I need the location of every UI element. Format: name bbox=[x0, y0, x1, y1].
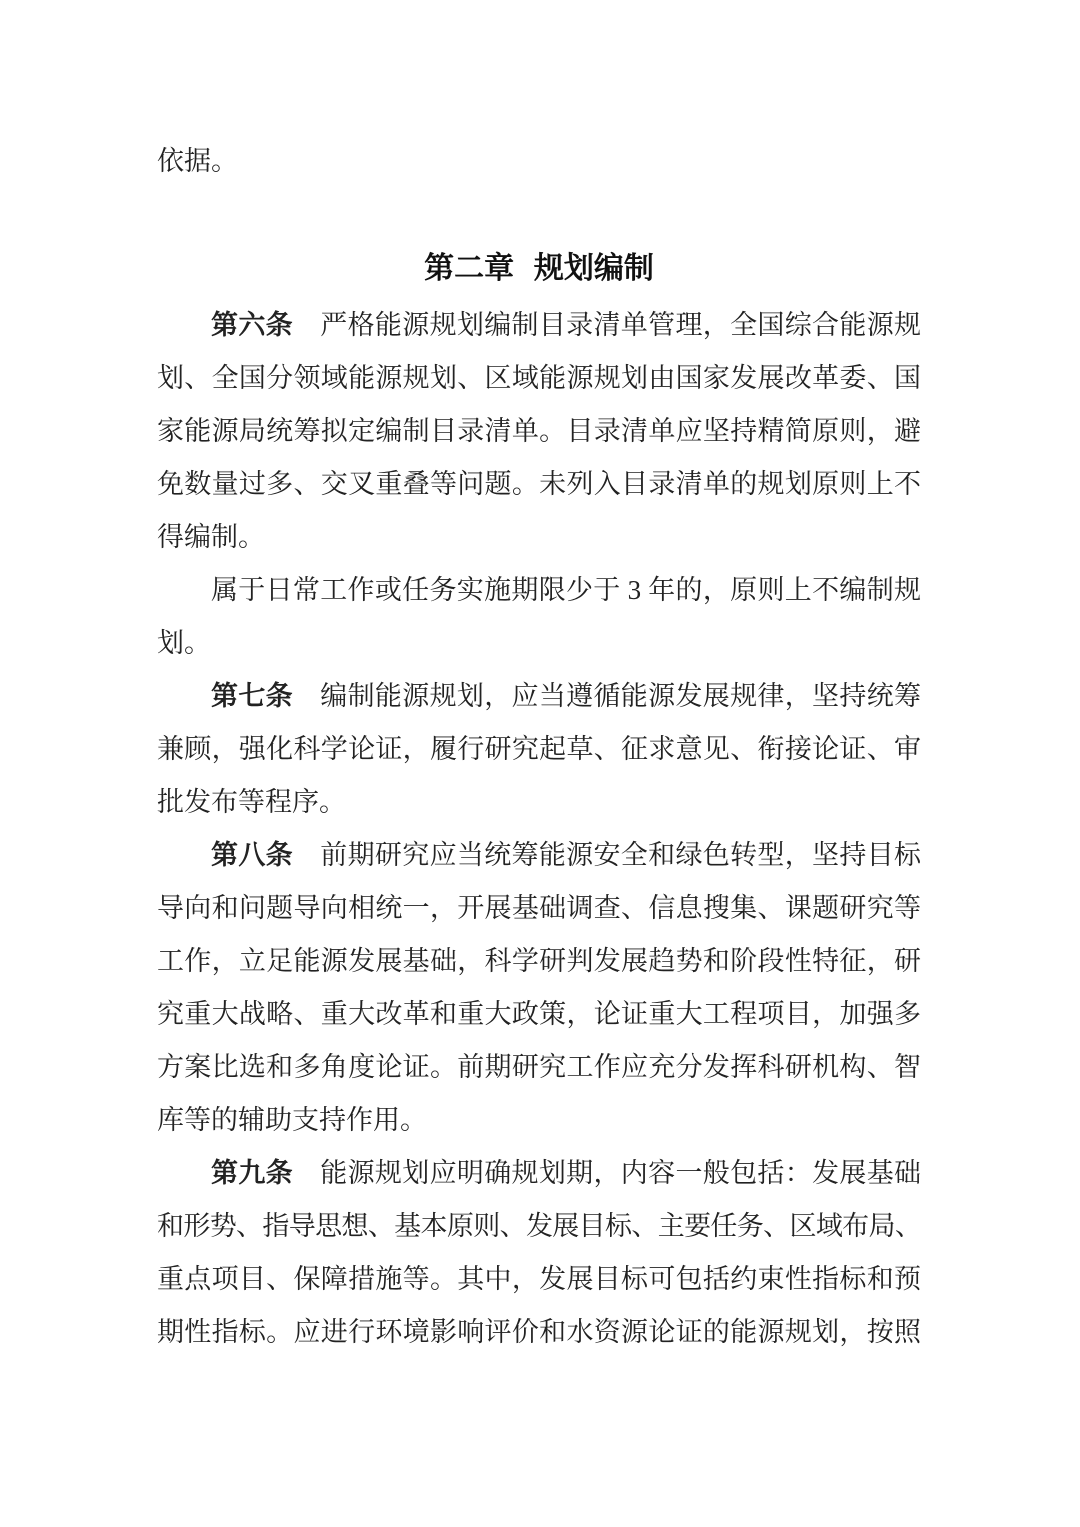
body-line bbox=[157, 1306, 921, 1359]
chapter-title: 规划编制 bbox=[533, 252, 654, 285]
body-line bbox=[157, 564, 921, 617]
body-line bbox=[157, 935, 921, 988]
article-number: 第六条 bbox=[211, 310, 293, 340]
line-text: 划。 bbox=[157, 628, 211, 658]
line-text: 库等的辅助支持作用。 bbox=[157, 1105, 427, 1135]
body-line bbox=[157, 617, 921, 670]
line-text: 前期研究应当统筹能源安全和绿色转型，坚持目标 bbox=[292, 840, 921, 870]
body-line bbox=[157, 829, 921, 882]
body-line bbox=[157, 776, 921, 829]
line-text: 属于日常工作或任务实施期限少于 3 年的，原则上不编制规 bbox=[211, 575, 921, 605]
body-line bbox=[157, 723, 921, 776]
article-text bbox=[157, 299, 921, 1359]
line-text: 严格能源规划编制目录清单管理，全国综合能源规 bbox=[292, 310, 921, 340]
chapter-number: 第二章 bbox=[424, 252, 515, 285]
line-text: 得编制。 bbox=[157, 522, 265, 552]
article-number: 第七条 bbox=[211, 681, 293, 711]
page-content bbox=[157, 135, 921, 1359]
chapter-heading bbox=[157, 242, 921, 295]
body-line bbox=[157, 458, 921, 511]
body-line bbox=[157, 299, 921, 352]
body-line bbox=[157, 352, 921, 405]
body-line bbox=[157, 1041, 921, 1094]
line-text: 兼顾，强化科学论证，履行研究起草、征求意见、衔接论证、审 bbox=[157, 734, 921, 764]
body-line bbox=[157, 405, 921, 458]
body-line bbox=[157, 1147, 921, 1200]
body-line bbox=[157, 1253, 921, 1306]
line-text: 批发布等程序。 bbox=[157, 787, 346, 817]
line-text: 能源规划应明确规划期，内容一般包括：发展基础 bbox=[292, 1158, 921, 1188]
body-line bbox=[157, 511, 921, 564]
body-line bbox=[157, 1094, 921, 1147]
line-text: 和形势、指导思想、基本原则、发展目标、主要任务、区域布局、 bbox=[157, 1211, 921, 1241]
line-text: 工作，立足能源发展基础，科学研判发展趋势和阶段性特征，研 bbox=[157, 946, 921, 976]
line-text: 方案比选和多角度论证。前期研究工作应充分发挥科研机构、智 bbox=[157, 1052, 921, 1082]
carryover-line: 依据。 bbox=[157, 146, 238, 176]
line-text: 编制能源规划，应当遵循能源发展规律，坚持统筹 bbox=[292, 681, 921, 711]
article-number: 第八条 bbox=[211, 840, 293, 870]
article-number: 第九条 bbox=[211, 1158, 293, 1188]
body-line bbox=[157, 882, 921, 935]
line-text: 划、全国分领域能源规划、区域能源规划由国家发展改革委、国 bbox=[157, 363, 921, 393]
body-line bbox=[157, 670, 921, 723]
line-text: 家能源局统筹拟定编制目录清单。目录清单应坚持精简原则，避 bbox=[157, 416, 921, 446]
line-text: 期性指标。应进行环境影响评价和水资源论证的能源规划，按照 bbox=[157, 1317, 921, 1347]
line-text: 导向和问题导向相统一，开展基础调查、信息搜集、课题研究等 bbox=[157, 893, 921, 923]
line-text: 重点项目、保障措施等。其中，发展目标可包括约束性指标和预 bbox=[157, 1264, 921, 1294]
line-text: 免数量过多、交叉重叠等问题。未列入目录清单的规划原则上不 bbox=[157, 469, 921, 499]
body-line bbox=[157, 988, 921, 1041]
body-line bbox=[157, 1200, 921, 1253]
line-text: 究重大战略、重大改革和重大政策，论证重大工程项目，加强多 bbox=[157, 999, 921, 1029]
